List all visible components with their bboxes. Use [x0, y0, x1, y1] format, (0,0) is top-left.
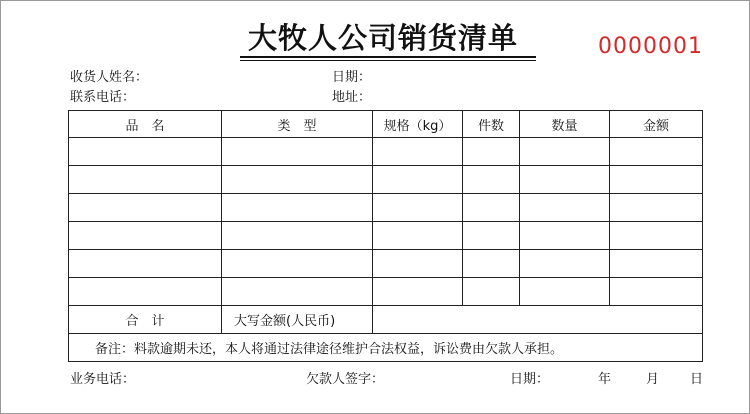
date-label: 日期： — [332, 70, 372, 85]
title-underline-thin — [240, 60, 536, 61]
footer-day-label: 日 — [690, 372, 704, 387]
table-cell[interactable] — [463, 278, 520, 306]
total-label: 合 计 — [69, 306, 222, 334]
table-cell[interactable] — [520, 194, 610, 222]
table-cell[interactable] — [610, 138, 703, 166]
contact-phone-label: 联系电话： — [70, 90, 136, 105]
address-label: 地址： — [332, 90, 372, 105]
table-cell[interactable] — [69, 138, 222, 166]
column-header-product-name: 品 名 — [69, 111, 222, 138]
note-text: 备注：料款逾期未还，本人将通过法律途径维护合法权益，诉讼费由欠款人承担。 — [69, 334, 703, 362]
table-row — [69, 222, 703, 250]
table-cell[interactable] — [610, 194, 703, 222]
table-cell[interactable] — [222, 222, 373, 250]
table-cell[interactable] — [69, 194, 222, 222]
footer-month-label: 月 — [646, 372, 660, 387]
table-cell[interactable] — [610, 278, 703, 306]
table-cell[interactable] — [222, 278, 373, 306]
table-header-row — [69, 111, 703, 138]
table-cell[interactable] — [520, 278, 610, 306]
amount-in-words-field[interactable] — [373, 306, 703, 334]
business-phone-label: 业务电话： — [70, 372, 136, 387]
table-row — [69, 138, 703, 166]
table-cell[interactable] — [463, 222, 520, 250]
title-underline — [240, 56, 536, 58]
table-cell[interactable] — [222, 138, 373, 166]
table-cell[interactable] — [373, 166, 463, 194]
column-header-amount: 金额 — [610, 111, 703, 138]
table-cell[interactable] — [373, 138, 463, 166]
table-cell[interactable] — [373, 278, 463, 306]
table-cell[interactable] — [373, 222, 463, 250]
table-cell[interactable] — [69, 278, 222, 306]
table-row — [69, 278, 703, 306]
table-row — [69, 194, 703, 222]
table-cell[interactable] — [373, 250, 463, 278]
table-cell[interactable] — [69, 222, 222, 250]
column-header-type: 类 型 — [222, 111, 373, 138]
table-cell[interactable] — [69, 250, 222, 278]
column-header-pieces: 件数 — [463, 111, 520, 138]
consignee-name-label: 收货人姓名： — [70, 70, 149, 85]
table-cell[interactable] — [610, 250, 703, 278]
table-cell[interactable] — [463, 194, 520, 222]
table-cell[interactable] — [463, 138, 520, 166]
footer-year-label: 年 — [598, 372, 612, 387]
table-cell[interactable] — [610, 166, 703, 194]
table-cell[interactable] — [463, 166, 520, 194]
note-row — [69, 334, 703, 362]
column-header-quantity: 数量 — [520, 111, 610, 138]
table-cell[interactable] — [222, 194, 373, 222]
table-cell[interactable] — [520, 222, 610, 250]
table-cell[interactable] — [69, 166, 222, 194]
table-cell[interactable] — [222, 250, 373, 278]
receipt-title: 大牧人公司销货清单 — [248, 21, 519, 55]
table-cell[interactable] — [463, 250, 520, 278]
table-cell[interactable] — [520, 138, 610, 166]
goods-table — [68, 110, 703, 362]
table-cell[interactable] — [222, 166, 373, 194]
table-cell[interactable] — [520, 166, 610, 194]
table-row — [69, 166, 703, 194]
table-row — [69, 250, 703, 278]
serial-number: 0000001 — [598, 34, 703, 59]
amount-in-words-label: 大写金额(人民币) — [222, 306, 373, 334]
debtor-signature-label: 欠款人签字： — [306, 372, 385, 387]
column-header-spec: 规格（kg） — [373, 111, 463, 138]
footer-date-label: 日期： — [510, 372, 550, 387]
table-cell[interactable] — [610, 222, 703, 250]
table-cell[interactable] — [520, 250, 610, 278]
total-row — [69, 306, 703, 334]
table-cell[interactable] — [373, 194, 463, 222]
